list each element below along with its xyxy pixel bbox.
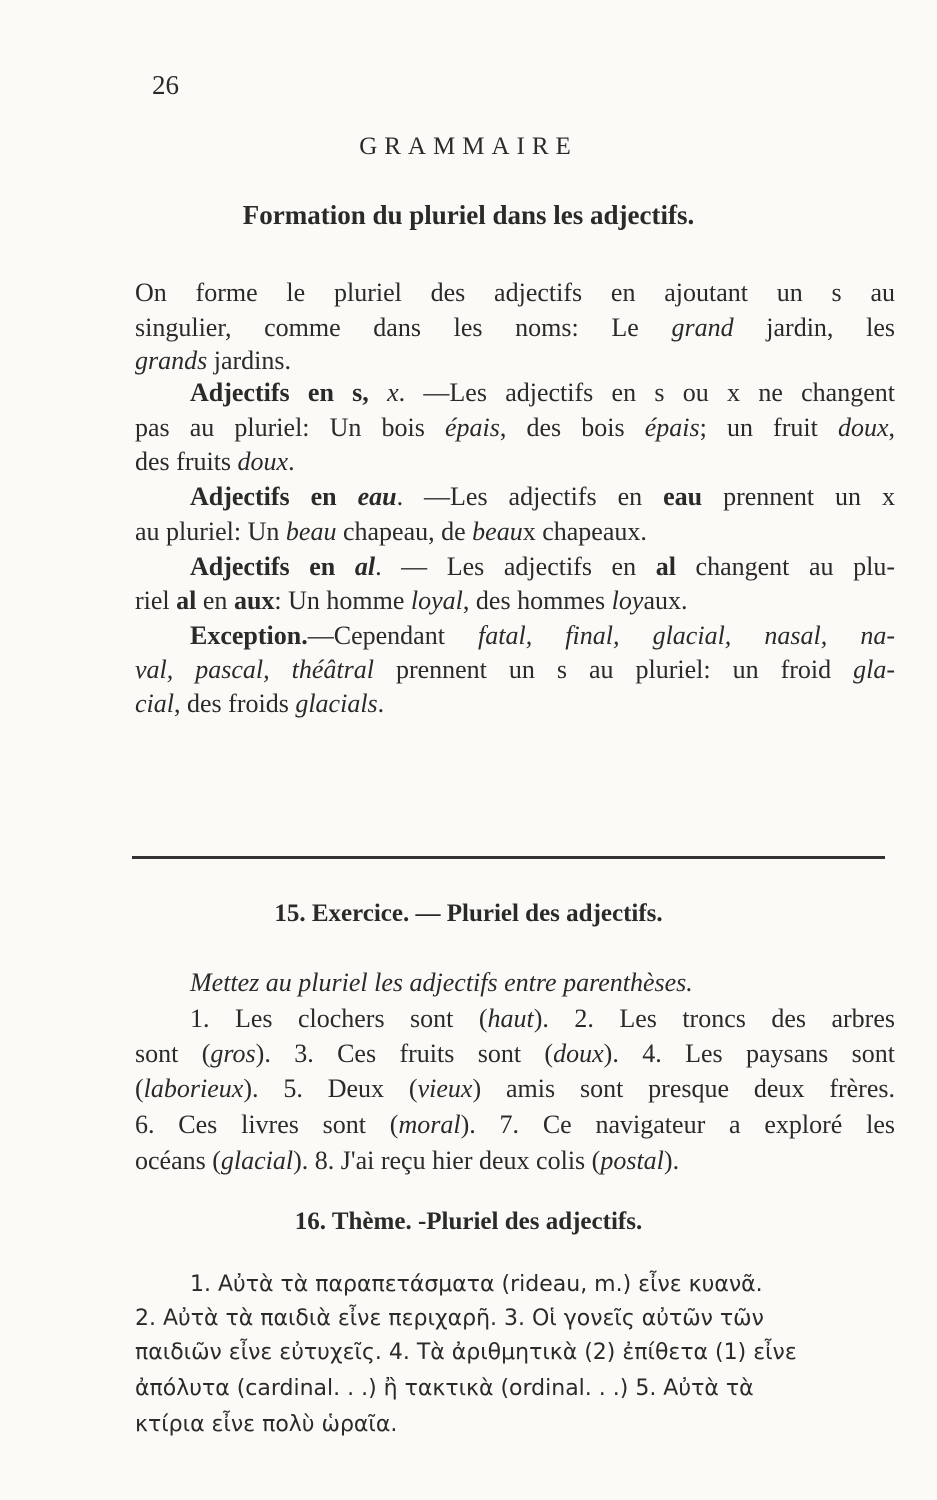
text: . xyxy=(680,586,688,615)
rule-eau-line-2 xyxy=(135,517,895,547)
rule-suffix: aux xyxy=(233,586,275,615)
text: prennent un s au pluriel: un froid xyxy=(373,655,854,684)
rule-sx-line-2 xyxy=(135,413,895,443)
exercise-title: 15. Exercice. — Pluriel des adjectifs. xyxy=(274,900,663,927)
text: prennent un x xyxy=(702,482,895,511)
text: 6. Ces livres sont ( xyxy=(135,1110,399,1139)
section-subtitle: Formation du pluriel dans les adjectifs. xyxy=(242,200,695,230)
page-number: 26 xyxy=(152,70,179,100)
grammar-intro-line-1 xyxy=(135,278,895,308)
theme-line-1: 1. Αὐτὰ τὰ παραπετάσματα (rideau, m.) εἶνε κυανᾶ. xyxy=(190,1272,763,1297)
text: aux xyxy=(643,586,681,615)
theme-line-2: 2. Αὐτὰ τὰ παιδιὰ εἶνε περιχαρῆ. 3. Οἱ γονεῖς αὐτῶν τῶν xyxy=(135,1306,764,1331)
text: ). 3. Ces fruits sont ( xyxy=(255,1039,554,1068)
text: au pluriel: Un xyxy=(135,517,286,546)
rule-suffix: al xyxy=(176,586,197,615)
text: : Un homme xyxy=(274,586,411,615)
rule-heading: Exception. xyxy=(190,621,308,650)
example-word: épais xyxy=(444,413,500,442)
example-word: grands xyxy=(135,346,208,375)
grammar-intro-line-3 xyxy=(135,346,895,376)
example-words: fatal, final, glacial, nasal, na- xyxy=(478,621,895,650)
exception-line-3 xyxy=(135,689,895,719)
text: ). 8. J'ai reçu hier deux colis ( xyxy=(293,1146,601,1175)
exercise-line-5 xyxy=(135,1146,895,1176)
example-word: loyal xyxy=(410,586,463,615)
text: chapeau, de xyxy=(336,517,473,546)
text: —Cependant xyxy=(307,621,479,650)
rule-al-line-2 xyxy=(135,586,895,616)
example-word: loy xyxy=(611,586,644,615)
text: ( xyxy=(135,1074,144,1103)
text: , des hommes xyxy=(462,586,612,615)
text: jardin, les xyxy=(733,313,895,342)
example-word: beau xyxy=(472,517,523,546)
rule-al-line-1 xyxy=(135,552,895,582)
text: ). 7. Ce navigateur a exploré les xyxy=(460,1110,895,1139)
example-word: cial xyxy=(135,689,174,718)
rule-sx-line-3 xyxy=(135,447,895,477)
text: On forme le pluriel des adjectifs en ajoutant un s au xyxy=(135,278,895,307)
exercise-line-2 xyxy=(135,1039,895,1069)
exercise-word: haut xyxy=(487,1004,534,1033)
example-word: x xyxy=(387,378,399,407)
example-word: gla- xyxy=(853,655,895,684)
text: x chapeaux. xyxy=(522,517,647,546)
rule-sx-line-1 xyxy=(135,378,895,408)
rule-suffix: eau xyxy=(357,482,397,511)
section-divider xyxy=(132,856,885,859)
exercise-word: glacial xyxy=(220,1146,294,1175)
text: . — Les adjectifs en xyxy=(375,552,656,581)
example-word: doux xyxy=(837,413,889,442)
text: . xyxy=(377,689,385,718)
rule-heading: Adjectifs en s, xyxy=(190,378,388,407)
text: 1. Les clochers sont ( xyxy=(190,1004,488,1033)
theme-title: 16. Thème. -Pluriel des adjectifs. xyxy=(294,1208,643,1235)
exercise-word: doux xyxy=(553,1039,604,1068)
text: jardins. xyxy=(207,346,292,375)
text: ). 2. Les troncs des arbres xyxy=(533,1004,895,1033)
example-word: grand xyxy=(671,313,734,342)
text: , des bois xyxy=(499,413,645,442)
text: . —Les adjectifs en xyxy=(396,482,664,511)
example-word: beau xyxy=(285,517,337,546)
rule-suffix: eau xyxy=(663,482,703,511)
exercise-word: moral xyxy=(398,1110,461,1139)
text: . xyxy=(288,447,295,476)
exception-line-1 xyxy=(135,621,895,651)
example-word: glacials xyxy=(295,689,378,718)
text: , xyxy=(888,413,895,442)
text: , des froids xyxy=(174,689,296,718)
text: océans ( xyxy=(135,1146,221,1175)
example-words: val, pascal, théâtral xyxy=(135,655,374,684)
exercise-line-3 xyxy=(135,1074,895,1104)
text: changent au plu- xyxy=(675,552,895,581)
text: ). 5. Deux ( xyxy=(243,1074,418,1103)
exercise-instruction: Mettez au pluriel les adjectifs entre parenthèses. xyxy=(190,968,693,997)
exercise-line-1 xyxy=(135,1004,895,1034)
exercise-line-4 xyxy=(135,1110,895,1140)
text: ). 4. Les paysans sont xyxy=(603,1039,896,1068)
rule-suffix: al xyxy=(655,552,676,581)
theme-line-5: κτίρια εἶνε πολὺ ὡραῖα. xyxy=(135,1412,398,1437)
section-title: GRAMMAIRE xyxy=(359,133,578,160)
exception-line-2 xyxy=(135,655,895,685)
text: ) amis sont presque deux frères. xyxy=(472,1074,895,1103)
theme-line-4: ἀπόλυτα (cardinal. . .) ἢ τακτικὰ (ordinal. . .) 5. Αὐτὰ τὰ xyxy=(135,1376,754,1401)
exercise-word: vieux xyxy=(417,1074,473,1103)
rule-eau-line-1 xyxy=(135,482,895,512)
text: riel xyxy=(135,586,177,615)
exercise-word: gros xyxy=(210,1039,256,1068)
text: . —Les adjectifs en s ou x ne changent xyxy=(398,378,895,407)
theme-line-3: παιδιῶν εἶνε εὐτυχεῖς. 4. Τὰ ἀριθμητικὰ (2) ἐπίθετα (1) εἶνε xyxy=(135,1340,797,1365)
exercise-word: laborieux xyxy=(143,1074,244,1103)
text: des fruits xyxy=(135,447,238,476)
rule-suffix: al xyxy=(354,552,376,581)
text: ). xyxy=(663,1146,680,1175)
example-word: épais xyxy=(644,413,700,442)
exercise-word: postal xyxy=(600,1146,664,1175)
rule-heading: Adjectifs en xyxy=(190,552,355,581)
text: en xyxy=(196,586,234,615)
example-word: doux xyxy=(237,447,289,476)
text: singulier, comme dans les noms: Le xyxy=(135,313,672,342)
text: pas au pluriel: Un bois xyxy=(135,413,445,442)
grammar-intro-line-2 xyxy=(135,313,895,343)
text: sont ( xyxy=(135,1039,211,1068)
rule-heading: Adjectifs en xyxy=(190,482,358,511)
text: ; un fruit xyxy=(699,413,838,442)
